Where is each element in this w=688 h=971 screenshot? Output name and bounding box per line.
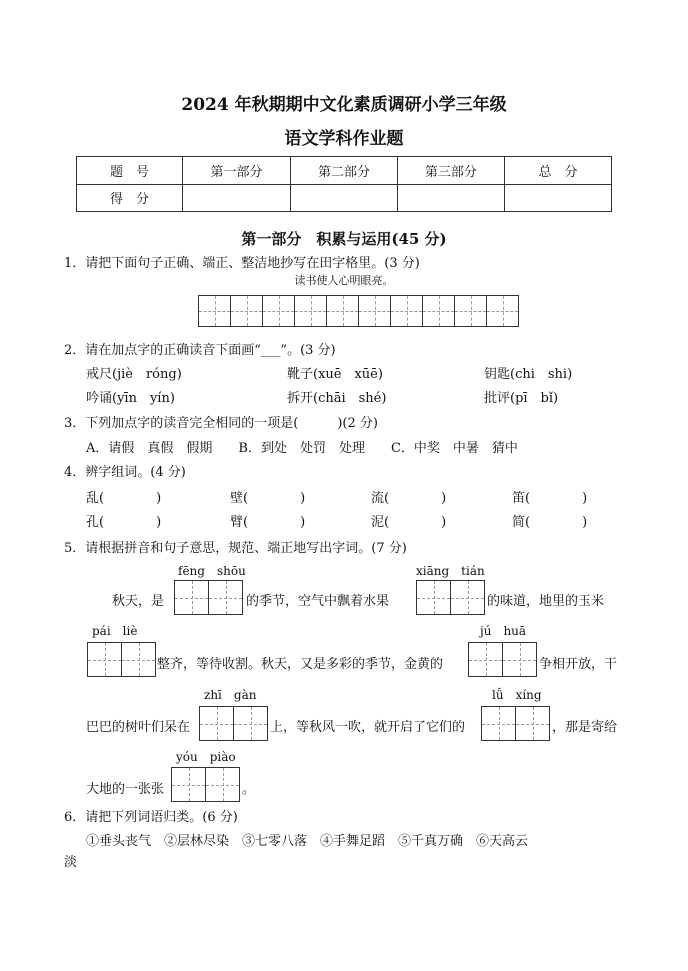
word-group-item: 笛( ) [512,491,588,506]
tianzige-cell[interactable] [390,295,423,327]
score-table [76,156,612,212]
question-3-options: A．请假 真假 假期 B．到处 处罚 处理 C．中奖 中暑 猜中 [86,441,518,456]
passage-text: 争相开放，干 [539,657,618,672]
word-group-item: 泥( ) [371,515,447,530]
pinyin-item: 钥匙(chi shi) [484,367,573,382]
idiom-list: ①垂头丧气 ②层林尽染 ③七零八落 ④手舞足蹈 ⑤千真万确 ⑥天高云 [86,834,529,849]
question-4: 4．辨字组词。(4 分) [64,465,186,480]
pinyin-item: 吟诵(yīn yín) [86,391,175,406]
question-2: 2．请在加点字的正确读音下面画“___”。(3 分) [64,343,336,358]
score-entry-cell[interactable] [183,184,291,212]
word-group-item: 简( ) [512,515,588,530]
passage-text: 上，等秋风一吹，就开启了它们的 [270,720,466,735]
answer-box-lvxing[interactable] [482,706,550,741]
pinyin-label: zhī gàn [204,688,257,702]
tianzige-cell[interactable] [486,295,519,327]
passage-text: 大地的一张张 [86,782,165,797]
score-entry-cell[interactable] [397,184,504,212]
pinyin-item: 拆开(chāi shé) [287,391,387,406]
answer-box-fengshou[interactable] [175,580,243,615]
pinyin-item: 批评(pī bǐ) [484,391,559,406]
score-header-cell: 第二部分 [291,157,398,185]
page-title: 2024 年秋期期中文化素质调研小学三年级 [181,95,507,115]
score-header-cell: 总 分 [504,157,611,185]
passage-text: 巴巴的树叶们呆在 [86,720,191,735]
pinyin-item: 靴子(xuē xūē) [287,367,383,382]
score-entry-cell[interactable] [504,184,611,212]
pinyin-label: fēng shōu [178,564,246,578]
page-subtitle: 语文学科作业题 [284,129,404,149]
score-header-cell: 第一部分 [183,157,291,185]
word-group-item: 流( ) [371,491,447,506]
pinyin-label: lǚ xíng [492,688,542,702]
word-group-item: 臂( ) [230,515,306,530]
passage-text: 秋天，是 [112,594,165,609]
tianzige-grid[interactable] [199,295,519,327]
pinyin-label: yóu piào [176,750,236,764]
answer-box-juhua[interactable] [469,642,537,677]
question-3: 3．下列加点字的读音完全相同的一项是( )(2 分) [64,416,378,431]
pinyin-label: jú huā [480,624,527,638]
tianzige-cell[interactable] [422,295,455,327]
tianzige-cell[interactable] [454,295,487,327]
copy-sample-sentence: 读书使人心明眼亮。 [294,274,394,287]
question-6: 6．请把下列词语归类。(6 分) [64,810,238,825]
score-header-cell: 题 号 [77,157,183,185]
passage-text: 。 [242,782,256,797]
word-group-item: 乱( ) [86,491,162,506]
score-row-label: 得 分 [77,184,183,212]
pinyin-label: pái liè [92,624,138,638]
tianzige-cell[interactable] [198,295,231,327]
passage-text: ，那是寄给 [552,720,618,735]
pinyin-item: 戒尺(jiè róng) [86,367,182,382]
answer-box-zhigan[interactable] [200,706,268,741]
answer-box-xiangtian[interactable] [417,580,485,615]
passage-text: 的味道，地里的玉米 [487,594,605,609]
question-1: 1．请把下面句子正确、端正、整洁地抄写在田字格里。(3 分) [64,256,420,271]
tianzige-cell[interactable] [326,295,359,327]
tianzige-cell[interactable] [230,295,263,327]
tianzige-cell[interactable] [262,295,295,327]
question-5: 5．请根据拼音和句子意思，规范、端正地写出字词。(7 分) [64,541,407,556]
score-entry-cell[interactable] [291,184,398,212]
tianzige-cell[interactable] [294,295,327,327]
pinyin-label: xiāng tián [416,564,485,578]
answer-box-youpiao[interactable] [172,767,240,802]
answer-box-pailie[interactable] [88,642,156,677]
score-header-cell: 第三部分 [397,157,504,185]
idiom-list-wrap: 淡 [64,855,78,870]
word-group-item: 壁( ) [230,491,306,506]
passage-text: 整齐，等待收割。秋天，又是多彩的季节，金黄的 [157,657,444,672]
passage-text: 的季节，空气中飘着水果 [246,594,390,609]
tianzige-cell[interactable] [358,295,391,327]
section-title: 第一部分 积累与运用(45 分) [241,230,447,248]
word-group-item: 孔( ) [86,515,162,530]
